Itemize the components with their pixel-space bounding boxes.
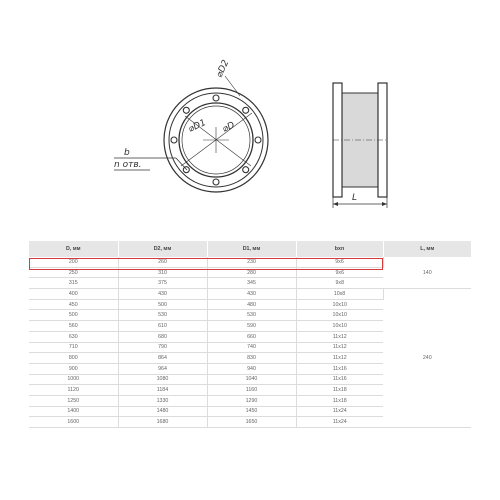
- table-header-row: [29, 241, 471, 257]
- table-cell: 480: [207, 299, 296, 310]
- table-cell: 940: [207, 363, 296, 374]
- d-label: ⌀D: [221, 120, 237, 135]
- table-cell: 1650: [207, 417, 296, 428]
- table-cell: 560: [29, 321, 118, 332]
- table-cell: 1600: [29, 417, 118, 428]
- table-cell: 11x12: [296, 342, 383, 353]
- table-cell: 230: [207, 257, 296, 267]
- table-cell: 11x18: [296, 385, 383, 396]
- table-cell: 1120: [29, 385, 118, 396]
- n-holes-label: n отв.: [114, 160, 142, 170]
- table-cell: 1480: [118, 406, 207, 417]
- table-cell: 11x24: [296, 406, 383, 417]
- table-cell: 1080: [118, 374, 207, 385]
- table-cell: 500: [118, 299, 207, 310]
- header-l: L, мм: [383, 241, 471, 257]
- header-d2: D2, мм: [118, 241, 207, 257]
- table-cell: 630: [29, 331, 118, 342]
- table-cell: 660: [207, 331, 296, 342]
- table-cell: 1160: [207, 385, 296, 396]
- table-cell: 500: [29, 310, 118, 321]
- table-cell: 1400: [29, 406, 118, 417]
- table-cell: 310: [118, 267, 207, 278]
- table-cell: 11x12: [296, 353, 383, 364]
- b-label: b: [124, 148, 130, 158]
- table-cell: 11x12: [296, 331, 383, 342]
- table-cell: 1184: [118, 385, 207, 396]
- table-cell: 1250: [29, 395, 118, 406]
- table-cell: 11x16: [296, 374, 383, 385]
- header-d1: D1, мм: [207, 241, 296, 257]
- table-cell: 710: [29, 342, 118, 353]
- table-cell: 9x8: [296, 278, 383, 289]
- table-cell: 830: [207, 353, 296, 364]
- table-cell: 610: [118, 321, 207, 332]
- table-cell: 1000: [29, 374, 118, 385]
- table-cell: 9x6: [296, 267, 383, 278]
- table-cell: 1290: [207, 395, 296, 406]
- table-cell: 10x10: [296, 299, 383, 310]
- flange-side-view: [333, 83, 387, 208]
- table-cell: 9x6: [296, 257, 383, 267]
- table-cell: 400: [29, 289, 118, 300]
- table-cell: 10x10: [296, 310, 383, 321]
- table-cell: 530: [207, 310, 296, 321]
- table-cell: 11x16: [296, 363, 383, 374]
- header-bxn: bxn: [296, 241, 383, 257]
- table-cell: 280: [207, 267, 296, 278]
- table-cell: 964: [118, 363, 207, 374]
- spec-table: [29, 241, 471, 428]
- table-cell: 375: [118, 278, 207, 289]
- d1-label: ⌀D1: [187, 118, 208, 135]
- table-row: [29, 257, 471, 267]
- table-cell: 1680: [118, 417, 207, 428]
- table-cell: 800: [29, 353, 118, 364]
- table-cell: 260: [118, 257, 207, 267]
- table-body: [29, 257, 471, 428]
- header-d: D, мм: [29, 241, 118, 257]
- table-cell-l: 140: [383, 257, 471, 289]
- table-cell: 450: [29, 299, 118, 310]
- table-cell: 200: [29, 257, 118, 267]
- table-cell: 530: [118, 310, 207, 321]
- d2-label: ⌀D2: [214, 58, 232, 80]
- table-cell: 680: [118, 331, 207, 342]
- table-cell: 740: [207, 342, 296, 353]
- table-cell: 430: [118, 289, 207, 300]
- table-cell-l: 240: [383, 289, 471, 428]
- table-cell: 430: [207, 289, 296, 300]
- flange-drawing: [0, 0, 500, 232]
- table-cell: 1330: [118, 395, 207, 406]
- table-cell: 790: [118, 342, 207, 353]
- table-cell: 345: [207, 278, 296, 289]
- table-cell: 315: [29, 278, 118, 289]
- table-cell: 11x18: [296, 395, 383, 406]
- table-cell: 11x24: [296, 417, 383, 428]
- table-cell: 864: [118, 353, 207, 364]
- table-cell: 1450: [207, 406, 296, 417]
- l-label: L: [352, 193, 358, 203]
- table-cell: 900: [29, 363, 118, 374]
- table-cell: 10x10: [296, 321, 383, 332]
- table-cell: 1040: [207, 374, 296, 385]
- table-cell: 10x8: [296, 289, 383, 300]
- table-cell: 590: [207, 321, 296, 332]
- table-cell: 250: [29, 267, 118, 278]
- table-row: [29, 289, 471, 300]
